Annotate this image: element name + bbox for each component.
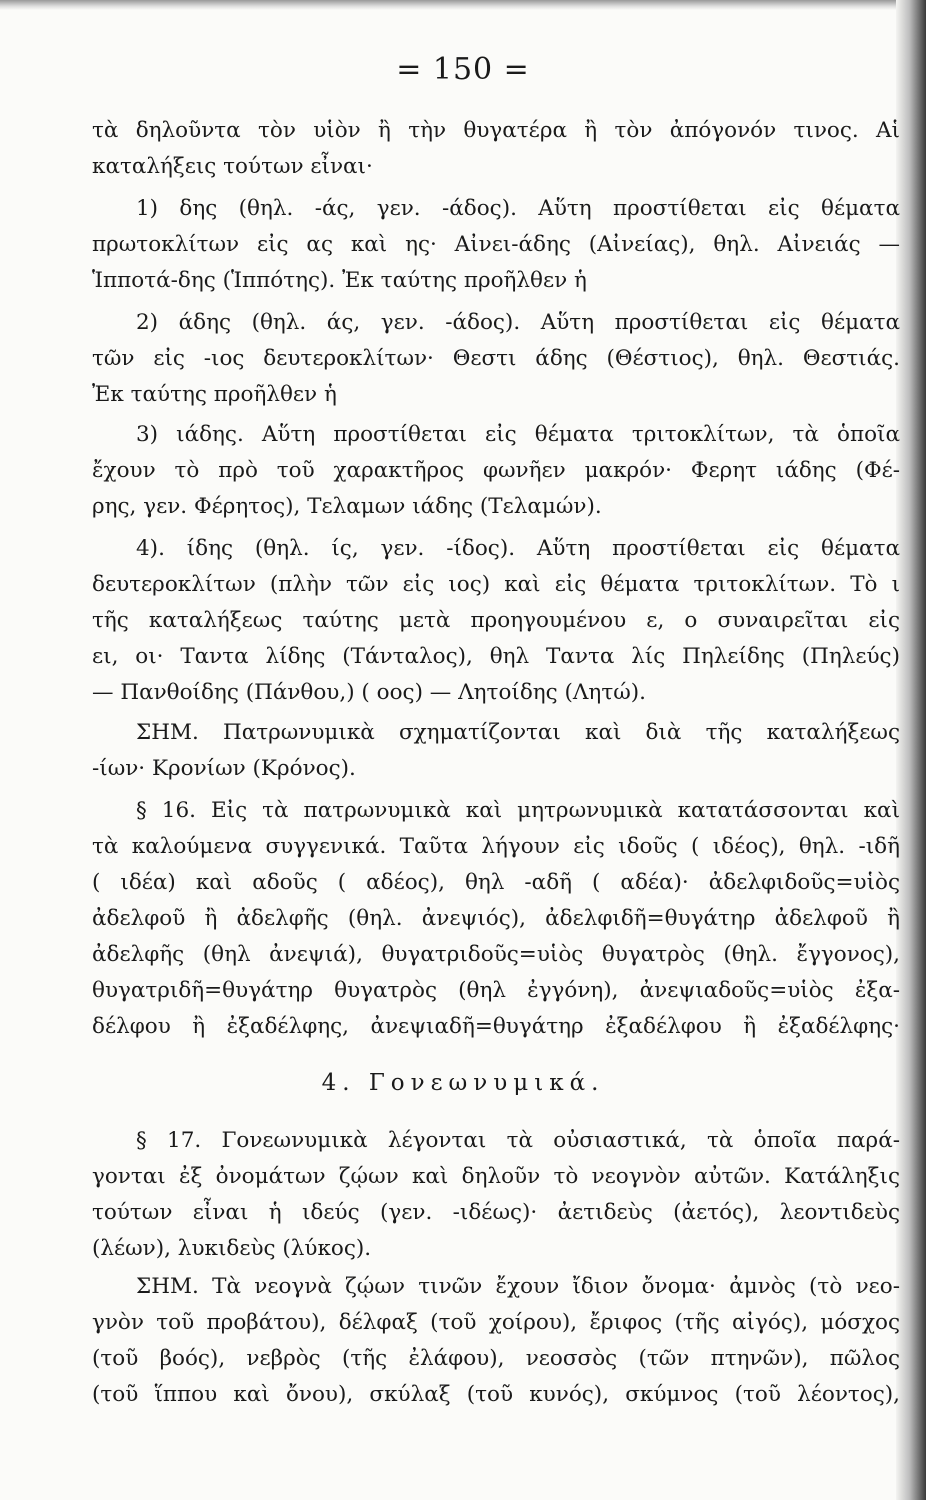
- text-line: (λέων), λυκιδεὺς (λύκος).: [92, 1236, 372, 1261]
- text-line: 3) ιάδης. Αὕτη προστίθεται εἰς θέματα τριτοκλίτων, τὰ ὁποῖα: [136, 422, 900, 447]
- text-line: τούτων εἶναι ἡ ιδεύς (γεν. -ιδέως)· ἀετιδεὺς (ἀετός), λεοντιδεὺς: [92, 1200, 900, 1225]
- section-heading: 4. Γονεωνυμικά.: [321, 1070, 605, 1096]
- text-line: τῆς καταλήξεως ταύτης μετὰ προηγουμένου ε, ο συναιρεῖται εἰς: [92, 608, 900, 633]
- text-line: ἔχουν τὸ πρὸ τοῦ χαρακτῆρος φωνῆεν μακρόν· Φερητ ιάδης (Φέ-: [92, 458, 900, 483]
- text-line: ρης, γεν. Φέρητος), Τελαμων ιάδης (Τελαμών).: [92, 494, 602, 519]
- page-top-edge: [0, 0, 926, 10]
- text-line: ἀδελφῆς (θηλ ἀνεψιά), θυγατριδοῦς=υἱὸς θυγατρὸς (θηλ. ἔγγονος),: [92, 942, 900, 967]
- text-line: (τοῦ βοός), νεβρὸς (τῆς ἐλάφου), νεοσσὸς (τῶν πτηνῶν), πῶλος: [92, 1346, 900, 1371]
- text-line: πρωτοκλίτων εἰς ας καὶ ης· Αἰνει-άδης (Αἰνείας), θηλ. Αἰνειάς —: [92, 232, 900, 257]
- text-line: § 16. Εἰς τὰ πατρωνυμικὰ καὶ μητρωνυμικὰ κατατάσσονται καὶ: [136, 798, 900, 823]
- text-line: Ἐκ ταύτης προῆλθεν ἡ: [92, 382, 337, 407]
- text-line: τὰ δηλοῦντα τὸν υἱὸν ἢ τὴν θυγατέρα ἢ τὸν ἀπόγονόν τινος. Αἱ: [92, 118, 900, 143]
- text-line: ΣΗΜ. Τὰ νεογνὰ ζῴων τινῶν ἔχουν ἴδιον ὄνομα· ἀμνὸς (τὸ νεο-: [136, 1274, 900, 1299]
- text-line: καταλήξεις τούτων εἶναι·: [92, 154, 373, 179]
- text-line: τὰ καλούμενα συγγενικά. Ταῦτα λήγουν εἰς ιδοῦς ( ιδέος), θηλ. -ιδῆ: [92, 834, 900, 859]
- text-line: Ἱπποτά-δης (Ἱππότης). Ἐκ ταύτης προῆλθεν ἡ: [92, 268, 587, 293]
- text-line: (τοῦ ἵππου καὶ ὄνου), σκύλαξ (τοῦ κυνός), σκύμνος (τοῦ λέοντος),: [92, 1382, 900, 1407]
- text-line: 1) δης (θηλ. -άς, γεν. -άδος). Αὕτη προστίθεται εἰς θέματα: [136, 196, 900, 221]
- text-line: ει, οι· Ταντα λίδης (Τάνταλος), θηλ Ταντα λίς Πηλείδης (Πηλεύς): [92, 644, 900, 669]
- text-line: θυγατριδῆ=θυγάτηρ θυγατρὸς (θηλ ἐγγόνη), ἀνεψιαδοῦς=υἱὸς ἐξα-: [92, 978, 900, 1003]
- page-binding-shadow: [896, 0, 926, 1500]
- text-line: δευτεροκλίτων (πλὴν τῶν εἰς ιος) καὶ εἰς θέματα τριτοκλίτων. Τὸ ι: [92, 572, 900, 597]
- text-line: ΣΗΜ. Πατρωνυμικὰ σχηματίζονται καὶ διὰ τῆς καταλήξεως: [136, 720, 900, 745]
- text-line: ( ιδέα) καὶ αδοῦς ( αδέος), θηλ -αδῆ ( αδέα)· ἀδελφιδοῦς=υἱὸς: [92, 870, 900, 895]
- page-number: = 150 =: [396, 52, 530, 87]
- text-line: ἀδελφοῦ ἢ ἀδελφῆς (θηλ. ἀνεψιός), ἀδελφιδῆ=θυγάτηρ ἀδελφοῦ ἢ: [92, 906, 900, 931]
- text-line: γνὸν τοῦ προβάτου), δέλφαξ (τοῦ χοίρου), ἔριφος (τῆς αἰγός), μόσχος: [92, 1310, 900, 1335]
- text-line: § 17. Γονεωνυμικὰ λέγονται τὰ οὐσιαστικά, τὰ ὁποῖα παρά-: [136, 1128, 900, 1153]
- text-line: τῶν εἰς -ιος δευτεροκλίτων· Θεστι άδης (Θέστιος), θηλ. Θεστιάς.: [92, 346, 900, 371]
- text-line: -ίων· Κρονίων (Κρόνος).: [92, 756, 356, 781]
- text-line: γονται ἐξ ὀνομάτων ζῴων καὶ δηλοῦν τὸ νεογνὸν αὐτῶν. Κατάληξις: [92, 1164, 900, 1189]
- text-line: — Πανθοίδης (Πάνθου,) ( οος) — Λητοίδης (Λητώ).: [92, 680, 646, 705]
- text-line: 2) άδης (θηλ. άς, γεν. -άδος). Αὕτη προστίθεται εἰς θέματα: [136, 310, 900, 335]
- text-line: 4). ίδης (θηλ. ίς, γεν. -ίδος). Αὕτη προστίθεται εἰς θέματα: [136, 536, 900, 561]
- text-line: δέλφου ἢ ἐξαδέλφης, ἀνεψιαδῆ=θυγάτηρ ἐξαδέλφου ἢ ἐξαδέλφης·: [92, 1014, 900, 1039]
